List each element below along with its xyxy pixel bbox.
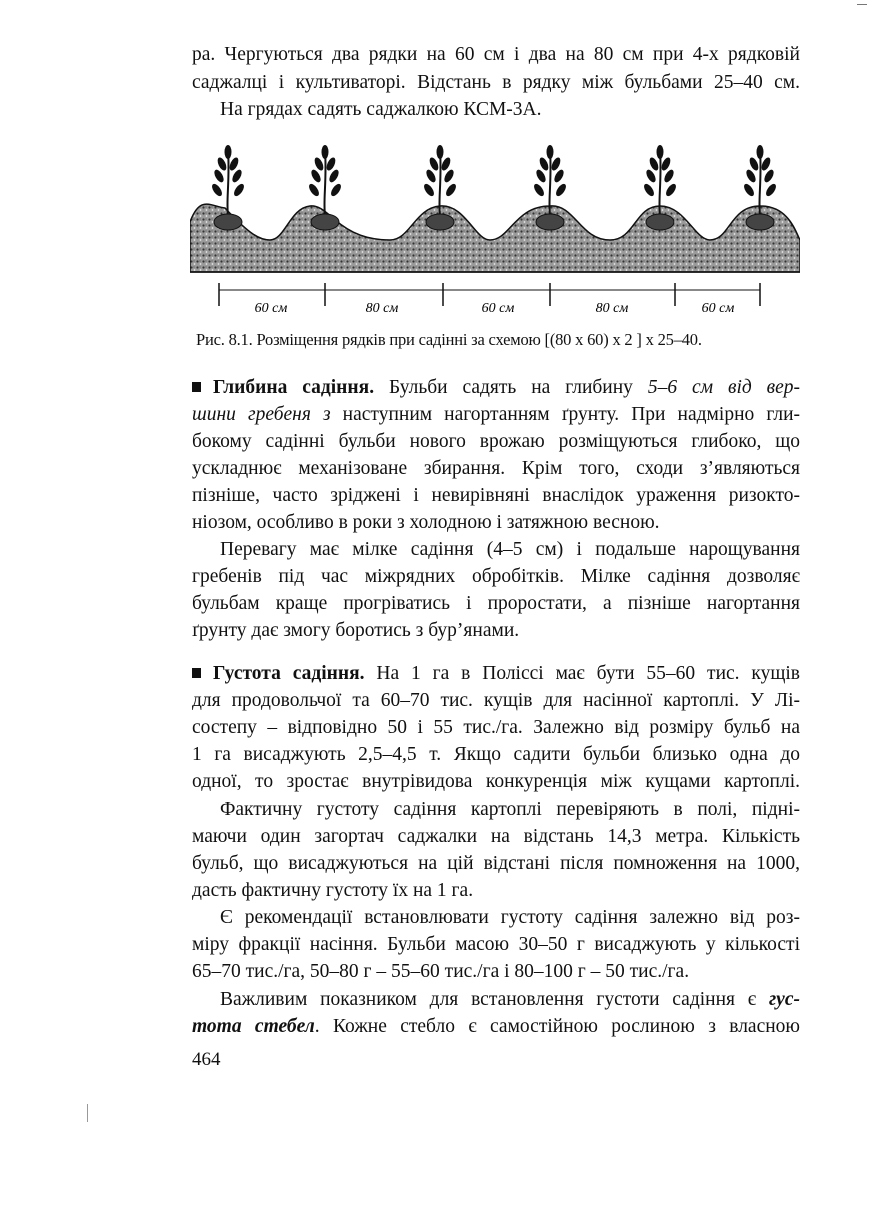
page-number: 464 [192,1049,221,1070]
text-line: бокому садінні бульби нового врожаю розміщуються глибоко, що [192,431,800,452]
text-line: одної, то зростає внутрівидова конкуренція між кущами картоплі. [192,771,800,792]
text-line: состепу – відповідно 50 і 55 тис./га. Залежно від розміру бульб на [192,717,800,738]
text-line: ніозом, особливо в роки з холодною і затяжною весною. [192,512,660,533]
text-line: маючи один загортач саджалки на відстань 14,3 метра. Кількість [192,826,800,847]
text-line: бульбам краще прогріватись і проростати, а пізніше нагортання [192,593,800,614]
text-line: міру фракції насіння. Бульби масою 30–50 г висаджують у кількості [192,934,800,955]
text-line: ґрунту дає змогу боротись з бур’янами. [192,620,520,641]
spacing-label: 60 см [481,301,515,316]
text-line: ускладнює механізоване збирання. Крім того, сходи з’являються [192,458,800,479]
text-line: гребенів під час міжрядних обробітків. Мілке садіння дозволяє [192,566,800,587]
text-line: пізніше, часто зріджені і невирівняні внаслідок ураження ризокто- [192,485,800,506]
bullet-square-icon [192,382,201,392]
text-line: тота стебел. Кожне стебло є самостійною рослиною з власною [192,1016,800,1037]
scan-mark [857,4,867,5]
text-line: бульб, що висаджуються на цій відстані після помноження на 1000, [192,853,800,874]
spacing-scale [219,283,760,316]
text-line: шини гребеня з наступним нагортанням ґрунту. При надмірно гли- [192,404,800,425]
text-line: Перевагу має мілке садіння (4–5 см) і подальше нарощування [220,539,800,560]
section-heading: Глибина садіння. [213,377,375,398]
text-line: дасть фактичну густоту їх на 1 га. [192,880,474,901]
soil-ridges [190,204,800,272]
spacing-label: 80 см [595,301,629,316]
text-line: Глибина садіння. Бульби садять на глибину 5–6 см від вер- [192,374,800,401]
scan-mark [87,1104,88,1122]
section-heading: Густота садіння. [213,663,365,684]
text-line: Є рекомендації встановлювати густоту садіння залежно від роз- [220,907,800,928]
text-line: 65–70 тис./га, 50–80 г – 55–60 тис./га і 80–100 г – 50 тис./га. [192,961,690,982]
text-line: саджалці і культиваторі. Відстань в рядку між бульбами 25–40 см. [192,72,800,93]
ridge-planting-figure [190,140,800,320]
spacing-label: 80 см [365,301,399,316]
spacing-label: 60 см [254,301,288,316]
figure-caption: Рис. 8.1. Розміщення рядків при садінні за схемою [(80 х 60) х 2 ] х 25–40. [196,330,702,349]
text-line: Густота садіння. На 1 га в Поліссі має бути 55–60 тис. кущів [192,660,800,687]
bullet-square-icon [192,668,201,678]
text-line: Важливим показником для встановлення густоти садіння є гус- [220,989,800,1010]
text-line: ра. Чергуються два рядки на 60 см і два на 80 см при 4-х рядковій [192,44,800,65]
text-line: 1 га висаджують 2,5–4,5 т. Якщо садити бульби близько одна до [192,744,800,765]
text-line: для продовольчої та 60–70 тис. кущів для насінної картоплі. У Лі- [192,690,800,711]
text-line: Фактичну густоту садіння картоплі перевіряють в полі, підні- [220,799,800,820]
spacing-label: 60 см [701,301,735,316]
text-line: На грядах садять саджалкою КСМ-3А. [220,99,542,120]
